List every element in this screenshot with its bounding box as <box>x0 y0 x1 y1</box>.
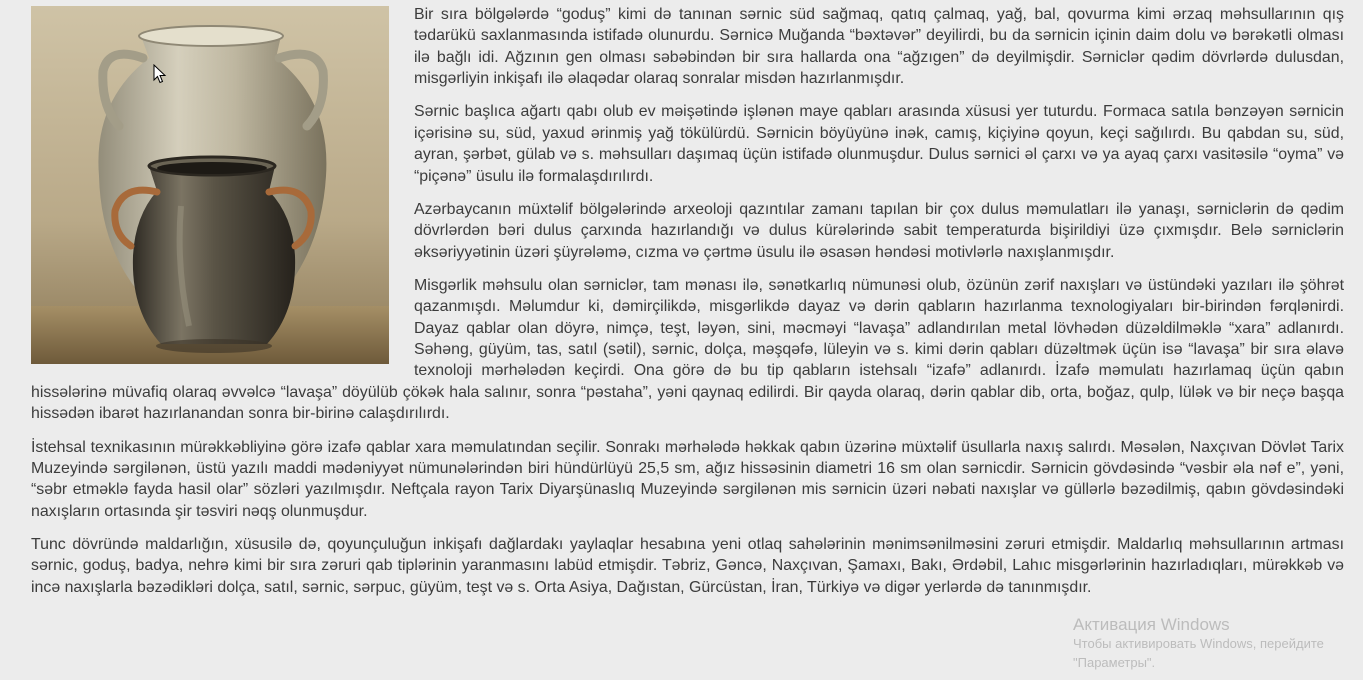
paragraph-3: Azərbaycanın müxtəlif bölgələrində arxeoloji qazıntılar zamanı tapılan bir çox dulus məmulatları ilə yanaşı, sərniclərin də qədim dövrlərdən bəri dulus çarxında hazırlandığı və dulus kürələrində sabit temperaturda bişirildiyi üzə çıxmışdır. Belə sərniclərin əksəriyyətinin üzəri şüyrələmə, cızma və çərtmə üsulu ilə əsasən həndəsi motivlərlə naxışlanmışdır. <box>414 200 1344 261</box>
mouse-cursor-icon <box>153 64 167 89</box>
windows-activation-watermark <box>1073 615 1324 672</box>
watermark-line-1: Чтобы активировать Windows, перейдите <box>1073 636 1324 651</box>
watermark-line-2: "Параметры". <box>1073 655 1156 670</box>
pitcher-illustration <box>31 6 389 364</box>
article <box>31 4 1344 610</box>
paragraph-5: İstehsal texnikasının mürəkkəbliyinə görə izafə qablar xara məmulatından seçilir. Sonrakı mərhələdə həkkak qabın üzərinə müxtəlif üsullarla naxış salırdı. Məsələn, Naxçıvan Dövlət Tarix Muzeyində sərgilənən, üstü yazılı maddi mədəniyyət nümunələrindən biri hündürlüyü 25,5 sm, ağız hissəsinin diametri 16 sm olan sərnicdir. Sərnicin gövdəsində “vəsbir əla nəf e”, yəni, “səbr etməklə fayda hasil olar” sözləri yazılmışdır. Neftçala rayon Tarix Diyarşünaslıq Muzeyində sərgilənən mis sərnicin üzəri nəbati naxışlar və güllərlə bəzədilmiş, qabın gövdəsindəki naxışların ortasında şir təsviri nəqş olunmuşdur. <box>31 438 1344 520</box>
pitcher-photo <box>31 6 389 364</box>
paragraph-2: Sərnic başlıca ağartı qabı olub ev məişətində işlənən maye qabları arasında xüsusi yer tuturdu. Formaca satıla bənzəyən sərnicin içərisinə su, süd, yaxud ərinmiş yağ tökülürdü. Sərnicin böyüyünə inək, camış, kiçiyinə qoyun, keçi sağılırdı. Bu qabdan su, süd, ayran, şərbət, gülab və s. məhsulları daşımaq üçün istifadə olunmuşdur. Dulus sərnici əl çarxı və ya ayaq çarxı vasitəsilə “oyma” və “piçənə” üsulu ilə formalaşdırılırdı. <box>414 103 1344 185</box>
paragraph-6: Tunc dövründə maldarlığın, xüsusilə də, qoyunçuluğun inkişafı dağlardakı yaylaqlar hesabına yeni otlaq sahələrinin mənimsənilməsini zəruri etmişdir. Maldarlıq məhsullarının artması sərnic, goduş, badya, nehrə kimi bir sıra zəruri qab tiplərinin yaranmasını labüd etmişdir. Təbriz, Gəncə, Naxçıvan, Şamaxı, Bakı, Ərdəbil, Lahıc misgərlərinin hazırladıqları, mürəkkəb və incə naxışlarla bəzədikləri dolça, satıl, sərnic, sərpuc, güyüm, teşt və s. Orta Asiya, Dağıstan, Gürcüstan, İran, Türkiyə və digər yerlərdə də tanınmışdır. <box>31 535 1344 596</box>
paragraph-1: Bir sıra bölgələrdə “goduş” kimi də tanınan sərnic süd sağmaq, qatıq çalmaq, yağ, bal, qovurma kimi ərzaq məhsullarının qış tədarükü saxlanmasında istifadə olunurdu. Sərnicə Muğanda “bəxtəvər” deyilirdi, bu da sərnicin içinin daim dolu və bərəkətli olması ilə bağlı idi. Ağzının gen olması səbəbindən bir sıra hallarda ona “ağzıgen” də deyilmişdir. Sərniclər qədim dövrlərdə dulusdan, misgərliyin inkişafı ilə əlaqədar olaraq sonralar misdən hazırlanmışdır. <box>414 6 1344 88</box>
watermark-title: Активация Windows <box>1073 615 1230 634</box>
paragraph-4: Misgərlik məhsulu olan sərniclər, tam mənası ilə, sənətkarlıq nümunəsi olub, özünün zərif naxışları və üstündəki yazıları ilə şöhrət qazanmışdı. Məlumdur ki, dəmirçilikdə, misgərlikdə dayaz və dərin qabların hazırlanma texnologiyaları bir-birindən fərqlənirdi. Dayaz qablar olan döyrə, nimçə, teşt, ləyən, sini, məcməyi “lavaşa” adlandırılan metal lövhədən düzəldilməklə “xara” adlanırdı. Səhəng, güyüm, tas, satıl (sətil), sərnic, dolça, məşqəfə, lüleyin və s. kimi dərin qabları düzəltmək üçün isə “lavaşa” bir sıra əlavə texnoloji mərhələdən keçirdi. Ona görə də bu tip qabların istehsalı “izafə” adlanırdı. İzafə məmulatı hazırlamaq üçün qabın hissələrinə müvafiq olaraq əvvəlcə “lavaşa” döyülüb çökək hala salınır, sonra “pəstaha”, yəni qaynaq edilirdi. Bir qayda olaraq, dərin qablar dib, orta, boğaz, qulp, lülək və bir neçə başqa hissədən ibarət hazırlanandan sonra bir-birinə calaşdırılırdı. <box>31 276 1344 423</box>
